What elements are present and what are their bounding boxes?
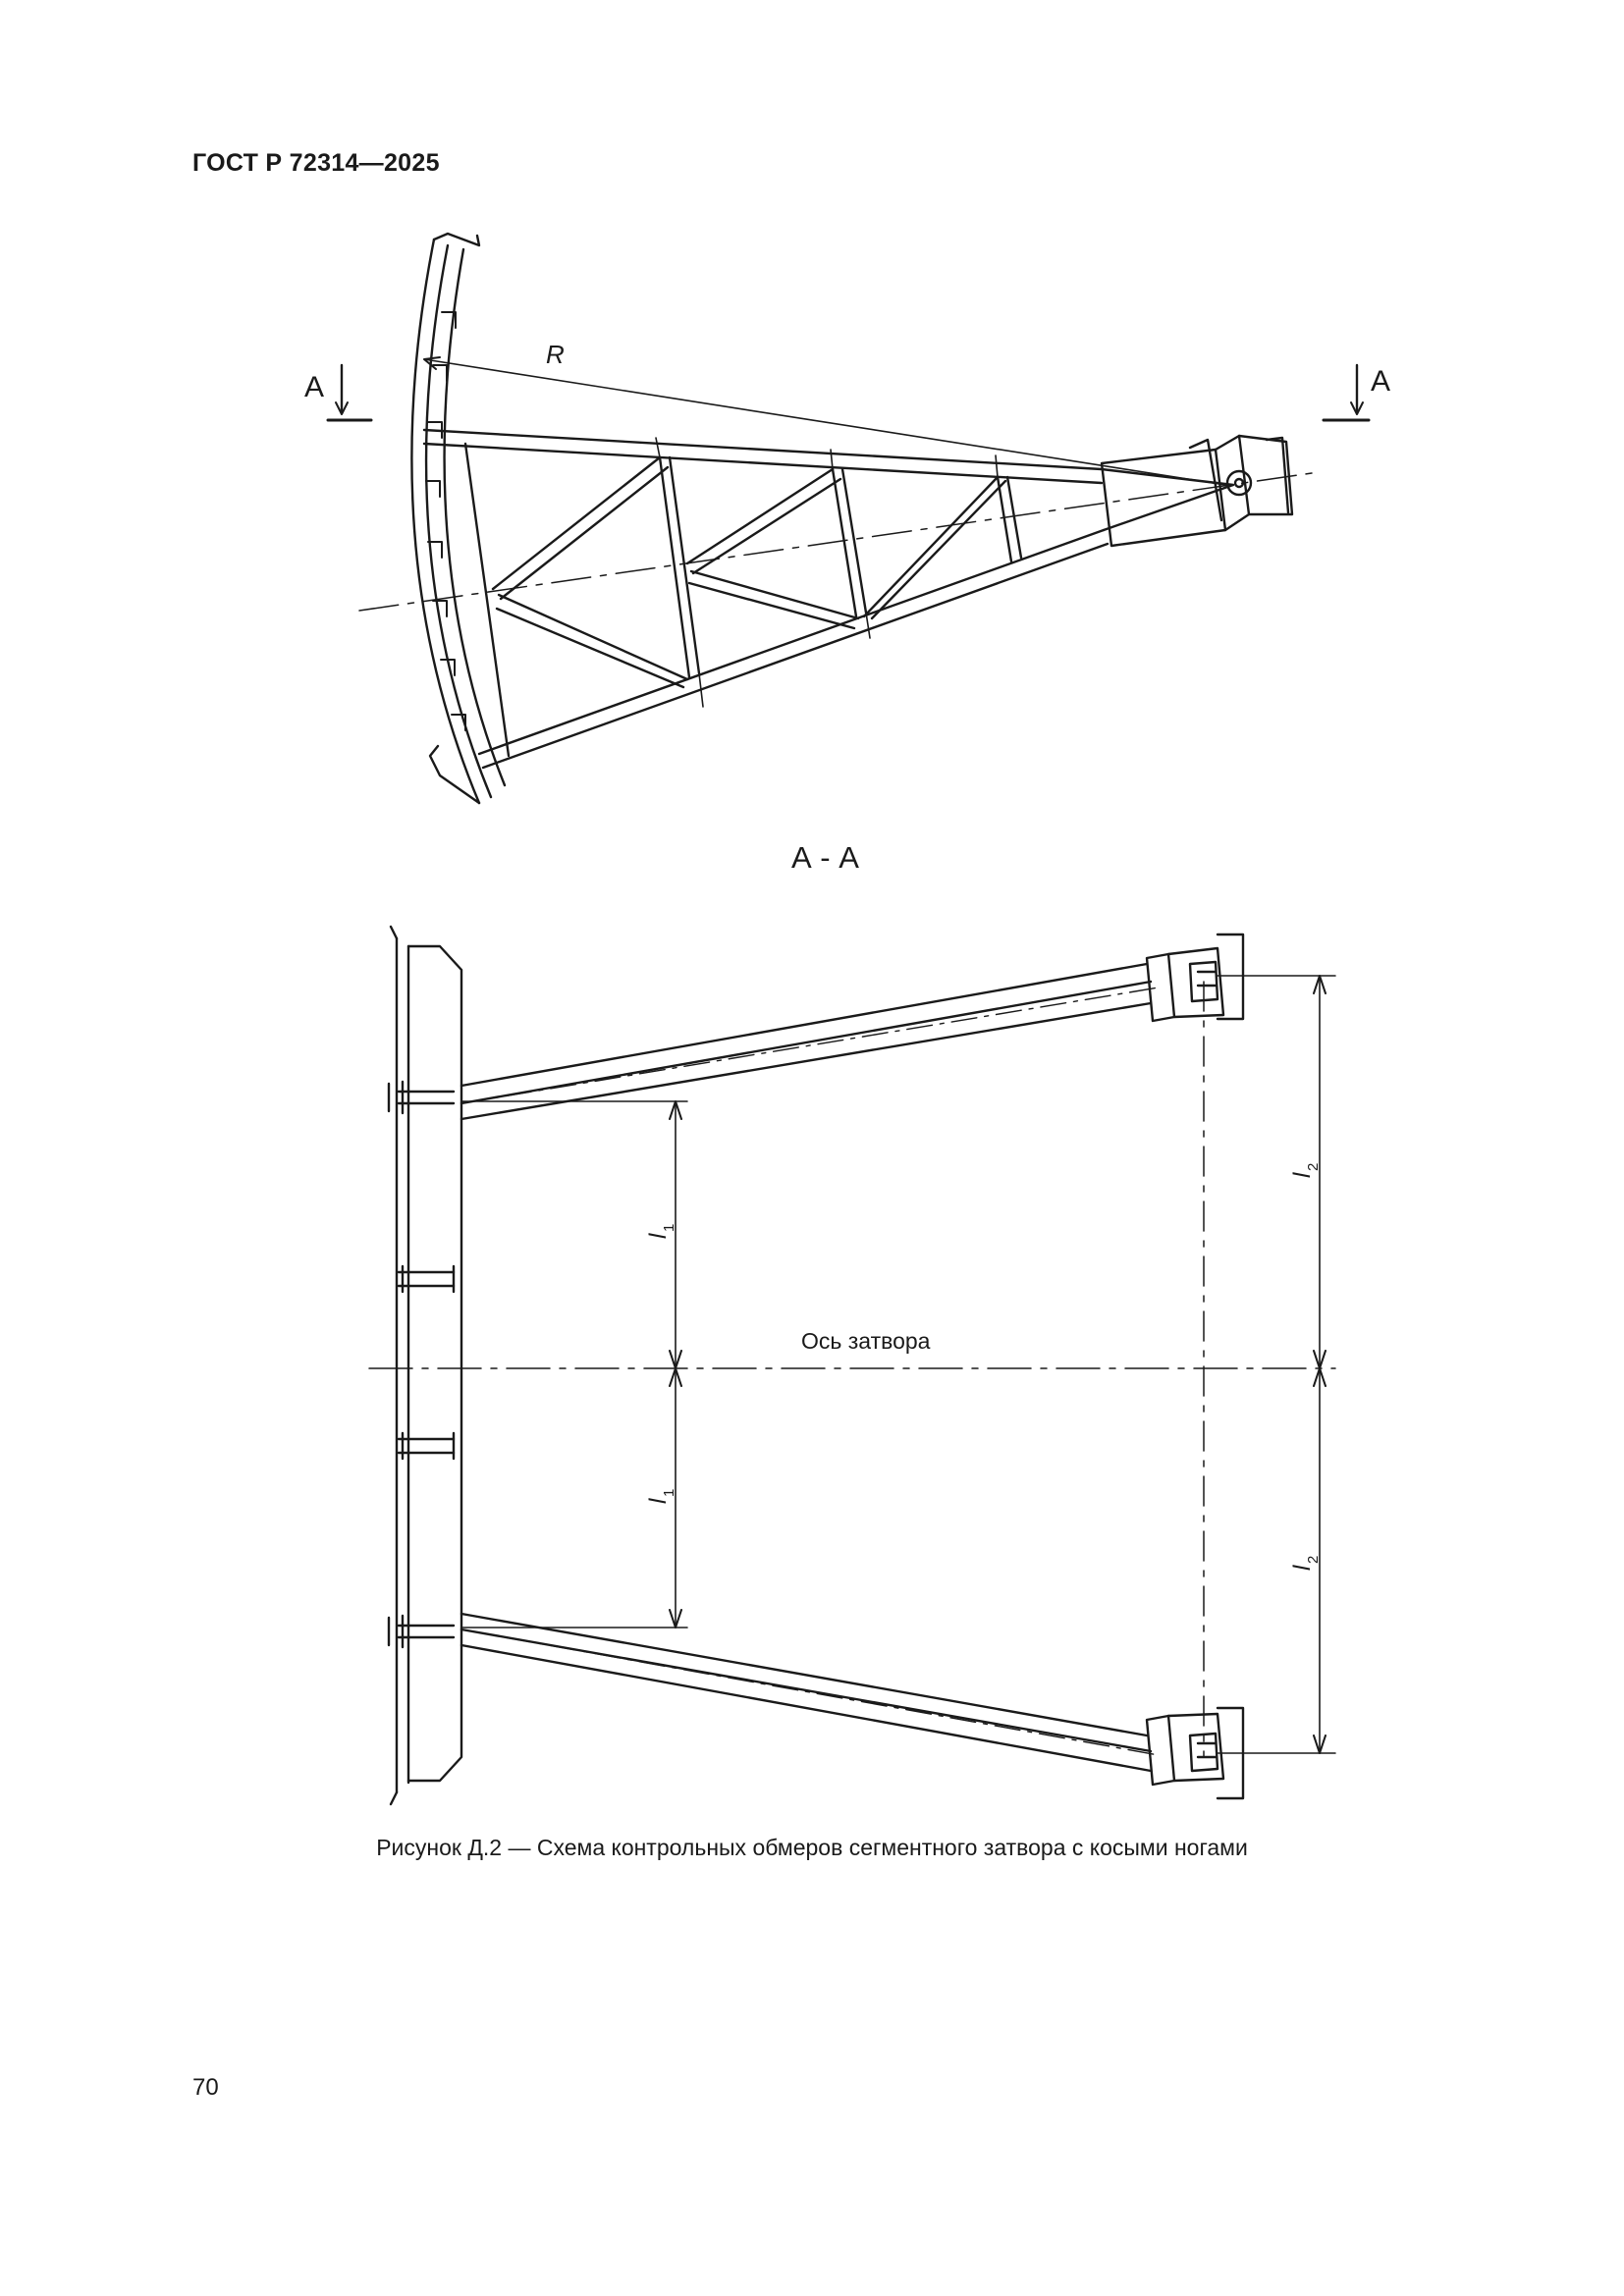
svg-text:l: l — [1289, 1565, 1316, 1571]
hinge-support — [1102, 450, 1225, 546]
dim-l1-upper-label — [645, 1224, 677, 1239]
radius-label: R — [546, 340, 565, 369]
svg-text:l: l — [645, 1233, 672, 1239]
svg-text:1: 1 — [661, 1488, 677, 1497]
upper-leg — [461, 964, 1147, 1086]
svg-text:l: l — [645, 1498, 672, 1504]
plan-girders — [389, 1082, 454, 1647]
dim-l2-upper-label — [1289, 1163, 1322, 1178]
page-number: 70 — [192, 2074, 219, 2101]
lower-leg — [461, 1614, 1147, 1735]
truss-vertical-2 — [833, 469, 856, 616]
svg-text:1: 1 — [661, 1223, 677, 1232]
side-view — [328, 234, 1369, 803]
dim-l1-lower-label — [645, 1489, 677, 1504]
svg-text:2: 2 — [1305, 1162, 1322, 1171]
upper-hinge — [1147, 954, 1174, 1021]
figure-caption: Рисунок Д.2 — Схема контрольных обмеров сегментного затвора с косыми ногами — [376, 1835, 1248, 1860]
dim-l2-lower-label — [1289, 1556, 1322, 1571]
svg-text:l: l — [1289, 1172, 1316, 1178]
section-title: А - А — [791, 840, 859, 875]
gate-axis-label: Ось затвора — [801, 1328, 931, 1354]
section-mark-right: А — [1371, 365, 1391, 398]
svg-text:2: 2 — [1305, 1555, 1322, 1564]
plan-view — [369, 927, 1335, 1804]
section-mark-left: А — [304, 371, 325, 403]
truss-end-post — [465, 444, 509, 756]
document-header: ГОСТ Р 72314—2025 — [192, 149, 440, 177]
truss-bottom-chord — [479, 530, 1104, 754]
